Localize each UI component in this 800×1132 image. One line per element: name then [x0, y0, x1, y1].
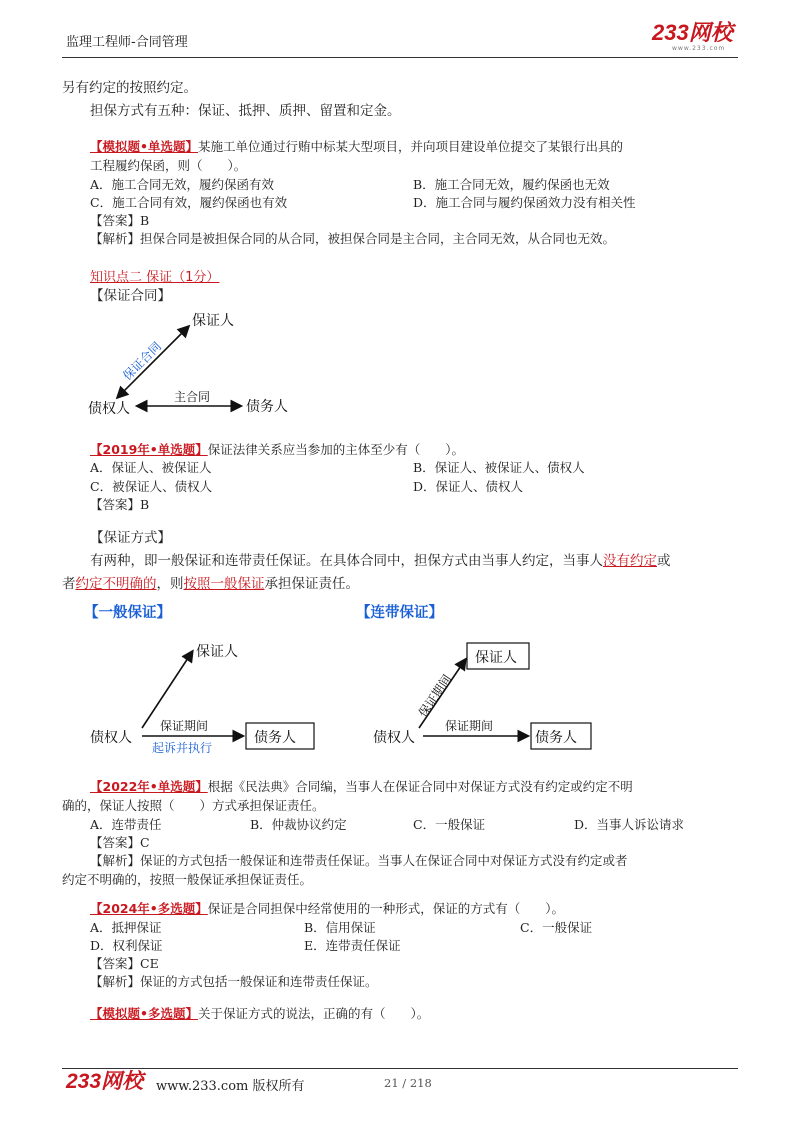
footer-divider: [62, 1068, 738, 1069]
answer-value: CE: [140, 956, 159, 971]
question-4-option-a: A．抵押保证: [90, 920, 162, 935]
analysis-text: 担保合同是被担保合同的从合同，被担保合同是主合同，主合同无效，从合同也无效。: [140, 231, 616, 246]
diagonal-period-label: 保证期间: [415, 672, 455, 720]
question-3-stem: [90, 777, 633, 796]
knowledge-point-title: 知识点二 保证（1分）: [90, 270, 220, 285]
guarantor-arrow: [142, 652, 192, 728]
footer-copyright: www.233.com 版权所有: [156, 1079, 305, 1094]
question-4-option-c: C．一般保证: [520, 920, 593, 935]
debtor-label: 债务人: [254, 730, 296, 746]
question-4-tag: 【2024年•多选题】: [90, 901, 208, 916]
question-5-tag: 【模拟题•多选题】: [90, 1006, 198, 1021]
analysis-text: 保证的方式包括一般保证和连带责任保证。: [140, 974, 378, 989]
question-1-tag: 【模拟题•单选题】: [90, 139, 198, 154]
question-2-tag: 【2019年•单选题】: [90, 442, 208, 457]
question-1-stem: [90, 137, 623, 156]
question-1-analysis: [90, 229, 615, 248]
question-4-stem: [90, 899, 564, 918]
question-5-stem-text: 关于保证方式的说法，正确的有（ ）。: [198, 1006, 430, 1021]
intro-line-1: 另有约定的按照约定。: [62, 80, 197, 96]
guarantor-label: 保证人: [192, 313, 234, 329]
question-4-option-e: E．连带责任保证: [304, 938, 401, 953]
question-2-answer: [90, 495, 149, 514]
question-2-option-c: C．被保证人、债权人: [90, 479, 213, 494]
brand-logo: 233网校: [652, 20, 733, 45]
answer-value: B: [140, 213, 150, 228]
general-guarantee-diagram: [80, 630, 330, 760]
question-3-analysis-line-2: 约定不明确的，按照一般保证承担保证责任。: [62, 872, 313, 887]
question-2-option-d: D．保证人、债权人: [413, 479, 524, 494]
question-3-option-b: B．仲裁协议约定: [250, 817, 347, 832]
document-title: 监理工程师-合同管理: [66, 35, 188, 50]
question-1-stem-line-2: 工程履约保函，则（ ）。: [90, 158, 247, 173]
guarantor-label: 保证人: [475, 650, 517, 666]
answer-value: B: [140, 497, 150, 512]
method-text-part: ，则: [156, 576, 184, 592]
guarantor-label: 保证人: [196, 644, 238, 660]
question-3-option-d: D．当事人诉讼请求: [574, 817, 685, 832]
answer-label: 【答案】: [90, 497, 141, 512]
answer-label: 【答案】: [90, 956, 141, 971]
answer-label: 【答案】: [90, 213, 141, 228]
analysis-label: 【解析】: [90, 974, 141, 989]
question-4-option-b: B．信用保证: [304, 920, 376, 935]
question-2-option-a: A．保证人、被保证人: [90, 460, 212, 475]
question-4-answer: [90, 954, 159, 973]
method-text-part: 者: [62, 576, 76, 592]
section-guarantee-method: 【保证方式】: [90, 530, 171, 546]
debtor-label: 债务人: [246, 399, 288, 415]
question-3-option-c: C．一般保证: [413, 817, 486, 832]
method-text-part: 有两种，即一般保证和连带责任保证。在具体合同中，担保方式由当事人约定，当事人: [90, 553, 603, 569]
question-3-stem-line-2: 确的，保证人按照（ ）方式承担保证责任。: [62, 798, 325, 813]
question-3-tag: 【2022年•单选题】: [90, 779, 208, 794]
analysis-text-line-1: 保证的方式包括一般保证和连带责任保证。当事人在保证合同中对保证方式没有约定或者: [140, 853, 628, 868]
creditor-label: 债权人: [373, 730, 415, 746]
question-5-stem: [90, 1004, 429, 1023]
answer-value: C: [140, 835, 150, 850]
method-highlight-no-agreement: 没有约定: [603, 553, 657, 569]
question-2-stem-text: 保证法律关系应当参加的主体至少有（ ）。: [207, 442, 465, 457]
question-2-option-b: B．保证人、被保证人、债权人: [413, 460, 585, 475]
method-highlight-general: 按照一般保证: [183, 576, 265, 592]
method-text-part: 或: [657, 553, 671, 569]
joint-guarantee-title: 【连带保证】: [356, 605, 443, 621]
question-3-stem-line-1: 根据《民法典》合同编，当事人在保证合同中对保证方式没有约定或约定不明: [207, 779, 633, 794]
question-1-stem-line-1: 某施工单位通过行贿中标某大型项目，并向项目建设单位提交了某银行出具的: [198, 139, 624, 154]
question-3-option-a: A．连带责任: [90, 817, 162, 832]
brand-logo-url: www.233.com: [672, 45, 726, 52]
guarantee-contract-label: 保证合同: [120, 339, 165, 384]
period-label: 保证期间: [160, 719, 209, 733]
main-contract-label: 主合同: [174, 390, 211, 404]
intro-line-2: 担保方式有五种：保证、抵押、质押、留置和定金。: [90, 103, 401, 119]
debtor-label: 债务人: [535, 730, 577, 746]
method-text-part: 承担保证责任。: [264, 576, 359, 592]
question-3-analysis: [90, 851, 628, 870]
sue-execute-label: 起诉并执行: [152, 741, 213, 755]
question-2-stem: [90, 440, 464, 459]
answer-label: 【答案】: [90, 835, 141, 850]
question-4-analysis: [90, 972, 378, 991]
question-3-answer: [90, 833, 150, 852]
guarantee-contract-arrow: [118, 327, 188, 397]
analysis-label: 【解析】: [90, 853, 141, 868]
creditor-label: 债权人: [88, 401, 130, 417]
header-divider: [62, 57, 738, 58]
method-highlight-unclear: 约定不明确的: [75, 576, 157, 592]
question-4-option-d: D．权利保证: [90, 938, 163, 953]
joint-guarantee-diagram: [365, 630, 605, 760]
section-guarantee-contract: 【保证合同】: [90, 288, 171, 304]
question-1-option-d: D．施工合同与履约保函效力没有相关性: [413, 195, 636, 210]
general-guarantee-title: 【一般保证】: [84, 605, 171, 621]
question-4-stem-text: 保证是合同担保中经常使用的一种形式，保证的方式有（ ）。: [207, 901, 565, 916]
creditor-label: 债权人: [90, 730, 132, 746]
guarantee-contract-diagram: [80, 305, 320, 425]
question-1-answer: [90, 211, 149, 230]
question-1-option-b: B．施工合同无效，履约保函也无效: [413, 177, 610, 192]
method-text-line-2: [62, 574, 359, 594]
analysis-label: 【解析】: [90, 231, 141, 246]
period-label: 保证期间: [445, 719, 494, 733]
footer-logo: 233网校: [66, 1070, 144, 1093]
page-number: 21 / 218: [384, 1076, 432, 1090]
question-1-option-a: A．施工合同无效，履约保函有效: [90, 177, 275, 192]
method-text-line-1: [90, 551, 671, 571]
question-1-option-c: C．施工合同有效，履约保函也有效: [90, 195, 288, 210]
